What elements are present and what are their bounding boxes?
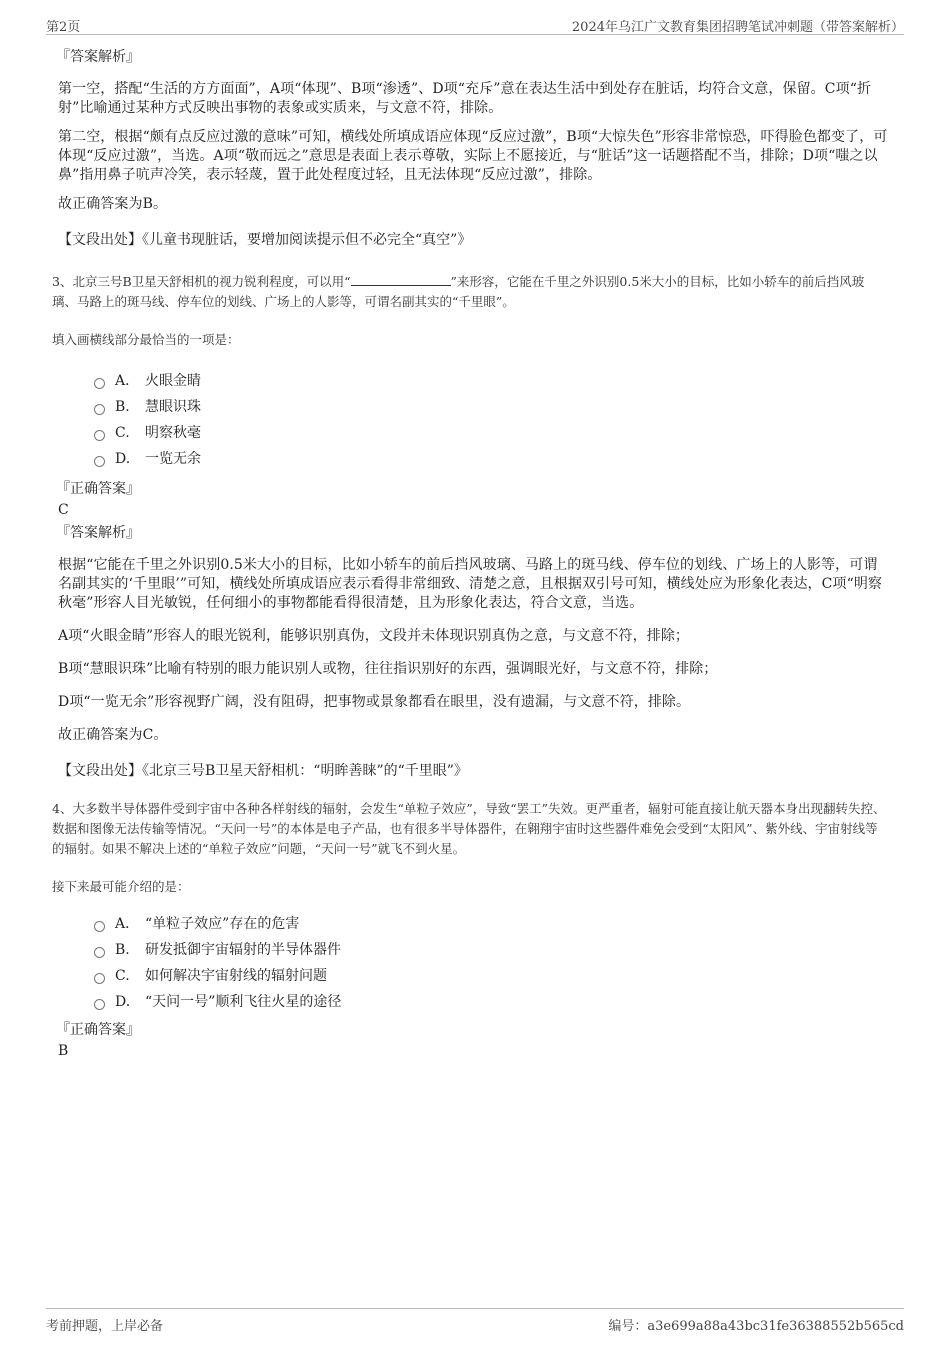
- page-header: [46, 14, 904, 35]
- option-key: B.: [115, 399, 130, 415]
- radio-icon[interactable]: [94, 404, 105, 415]
- stem-text: ”来形容，它能在千里之外识别0.5米大小的目标，比如小轿车的前后挡风玻璃、马路上的斑马线、停车位的划线、广场上的人影等，可谓名副其实的“千里眼”。: [52, 274, 865, 309]
- option-text: 如何解决宇宙射线的辐射问题: [145, 968, 327, 984]
- option-key: A．: [115, 916, 140, 932]
- option-b[interactable]: [94, 394, 888, 420]
- option-c[interactable]: [94, 963, 888, 989]
- option-text: 慧眼识珠: [145, 399, 201, 415]
- analysis-paragraph: 故正确答案为C。: [58, 727, 168, 743]
- correct-answer: B: [58, 1043, 69, 1059]
- option-a[interactable]: [94, 368, 888, 394]
- analysis-label: 『答案解析』: [56, 525, 140, 541]
- page-number: 第2页: [46, 20, 81, 35]
- radio-icon[interactable]: [94, 378, 105, 389]
- document-title: 2024年乌江广文教育集团招聘笔试冲刺题（带答案解析）: [571, 20, 904, 35]
- option-key: D.: [115, 994, 131, 1010]
- option-c[interactable]: [94, 420, 888, 446]
- option-text: 研发抵御宇宙辐射的半导体器件: [145, 942, 341, 958]
- analysis-paragraph: 故正确答案为B。: [58, 196, 168, 212]
- page-footer: [46, 1308, 904, 1333]
- page-content: [52, 46, 888, 1061]
- radio-icon[interactable]: [94, 921, 105, 932]
- analysis-label: 『答案解析』: [56, 49, 140, 65]
- option-list: [94, 368, 888, 472]
- analysis-paragraph: B项“慧眼识珠”比喻有特别的眼力能识别人或物，往往指识别好的东西，强调眼光好，与文意不符，排除；: [58, 661, 718, 677]
- option-key: C.: [115, 425, 130, 441]
- analysis-paragraph: 根据“它能在千里之外识别0.5米大小的目标，比如小轿车的前后挡风玻璃、马路上的斑马线、停车位的划线、广场上的人影等，可谓名副其实的‘千里眼’”可知，横线处所填成语应表示看得非常细致、清楚之意，且根据双引号可知，横线处应为形象化表达，C项“明察秋毫”形容人目光敏锐，任何细小的事物都能看得很清楚，且为形象化表达，符合文意，当选。: [58, 557, 883, 611]
- analysis-paragraph: A项“火眼金睛”形容人的眼光锐利，能够识别真伪，文段并未体现识别真伪之意，与文意不符，排除；: [58, 628, 690, 644]
- option-d[interactable]: [94, 989, 888, 1015]
- radio-icon[interactable]: [94, 456, 105, 467]
- option-text: “天问一号”顺利飞往火星的途径: [145, 994, 342, 1010]
- option-key: B.: [115, 942, 130, 958]
- option-text: 明察秋毫: [145, 425, 201, 441]
- question-2-tail: [56, 46, 888, 250]
- option-key: D.: [115, 451, 131, 467]
- correct-answer-label: 『正确答案』: [56, 481, 140, 497]
- radio-icon[interactable]: [94, 973, 105, 984]
- source-citation: 【文段出处】《北京三号B卫星天舒相机：“明眸善睐”的“千里眼”》: [58, 763, 468, 779]
- source-citation: 【文段出处】《儿童书现脏话，要增加阅读提示但不必完全“真空”》: [58, 232, 472, 248]
- analysis-paragraph: 第一空，搭配“生活的方方面面”，A项“体现”、B项“渗透”、D项“充斥”意在表达生活中到处存在脏话，均符合文意，保留。C项“折射”比喻通过某种方式反映出事物的表象或实质来，与文意不符，排除。: [58, 81, 872, 116]
- radio-icon[interactable]: [94, 430, 105, 441]
- question-prompt: 接下来最可能介绍的是：: [52, 879, 190, 894]
- radio-icon[interactable]: [94, 947, 105, 958]
- analysis-paragraph: D项“一览无余”形容视野广阔，没有阻碍，把事物或景象都看在眼里，没有遗漏，与文意不符，排除。: [58, 694, 691, 710]
- option-b[interactable]: [94, 937, 888, 963]
- correct-answer-label: 『正确答案』: [56, 1022, 140, 1038]
- question-stem: 4、大多数半导体器件受到宇宙中各种各样射线的辐射，会发生“单粒子效应”，导致“罢工”失效。更严重者，辐射可能直接让航天器本身出现翻转失控、数据和图像无法传输等情况。“天问一号”的本体是电子产品，也有很多半导体器件，在翱翔宇宙时这些器件难免会受到“太阳风”、紫外线、宇宙射线等的辐射。如果不解决上述的“单粒子效应”问题，“天问一号”就飞不到火星。: [52, 801, 886, 856]
- option-a[interactable]: [94, 911, 888, 937]
- option-text: “单粒子效应”存在的危害: [145, 916, 300, 932]
- option-d[interactable]: [94, 446, 888, 472]
- option-text: 一览无余: [145, 451, 201, 467]
- radio-icon[interactable]: [94, 999, 105, 1010]
- analysis-paragraph: 第二空，根据“颇有点反应过激的意味”可知，横线处所填成语应体现“反应过激”，B项“大惊失色”形容非常惊恐，吓得脸色都变了，可体现“反应过激”，当选。A项“敬而远之”意思是表面上表示尊敬，实际上不愿接近，与“脏话”这一话题搭配不当，排除；D项“嗤之以鼻”指用鼻子吭声冷笑，表示轻蔑，置于此处程度过轻，且无法体现“反应过激”，排除。: [58, 129, 888, 183]
- question-stem: [52, 272, 888, 312]
- document-id: 编号：a3e699a88a43bc31fe36388552b565cd: [608, 1319, 904, 1334]
- option-key: C.: [115, 968, 130, 984]
- stem-text: 3、北京三号B卫星天舒相机的视力锐利程度，可以用“: [52, 274, 351, 289]
- fill-blank: [351, 273, 451, 286]
- question-3: [52, 272, 888, 781]
- question-prompt: 填入画横线部分最恰当的一项是：: [52, 332, 240, 347]
- option-text: 火眼金睛: [145, 373, 201, 389]
- option-list: [94, 911, 888, 1015]
- option-key: A．: [115, 373, 140, 389]
- footer-slogan: 考前押题，上岸必备: [46, 1319, 164, 1334]
- question-4: [52, 799, 888, 1061]
- correct-answer: C: [58, 502, 69, 518]
